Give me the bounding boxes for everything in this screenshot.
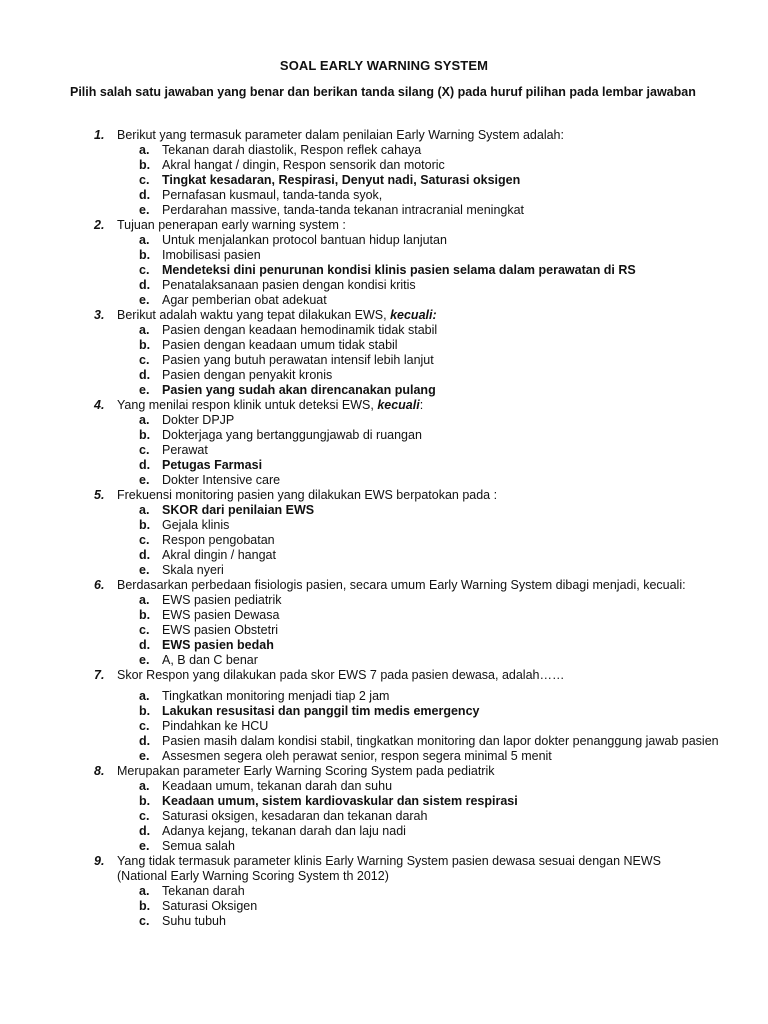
correct-answer-text: EWS pasien bedah — [162, 638, 274, 652]
question-number: 7. — [94, 668, 105, 682]
answer-option — [0, 719, 768, 734]
option-letter: c. — [139, 719, 150, 733]
option-text: EWS pasien Dewasa — [162, 608, 280, 622]
option-list — [0, 413, 768, 488]
question-text-main: Merupakan parameter Early Warning Scoring System pada pediatrik — [117, 764, 495, 778]
answer-option — [0, 428, 768, 443]
answer-option — [0, 533, 768, 548]
option-letter: a. — [139, 689, 150, 703]
option-text: Pernafasan kusmaul, tanda-tanda syok, — [162, 188, 383, 202]
correct-answer-text: Keadaan umum, sistem kardiovaskular dan sistem respirasi — [162, 794, 518, 808]
answer-option — [0, 563, 768, 578]
answer-option — [0, 323, 768, 338]
question-item — [0, 764, 768, 779]
question-text — [117, 218, 711, 233]
option-letter: d. — [139, 458, 151, 472]
option-letter: d. — [139, 734, 151, 748]
option-letter: e. — [139, 653, 150, 667]
instruction-text: Pilih salah satu jawaban yang benar dan berikan tanda silang (X) pada huruf pilihan pada lembar jawaban — [70, 85, 696, 99]
option-list — [0, 323, 768, 398]
option-text: Dokter Intensive care — [162, 473, 281, 487]
answer-option — [0, 293, 768, 308]
question-text — [117, 854, 711, 884]
question-number: 5. — [94, 488, 105, 502]
option-letter: b. — [139, 518, 151, 532]
question-text-main: Frekuensi monitoring pasien yang dilakukan EWS berpatokan pada : — [117, 488, 498, 502]
option-text: Semua salah — [162, 839, 235, 853]
option-text: Dokterjaga yang bertanggungjawab di ruangan — [162, 428, 422, 442]
option-letter: b. — [139, 794, 151, 808]
option-letter: d. — [139, 188, 151, 202]
option-letter: b. — [139, 608, 151, 622]
answer-option — [0, 899, 768, 914]
option-letter: d. — [139, 278, 151, 292]
answer-option — [0, 473, 768, 488]
option-letter: d. — [139, 548, 151, 562]
question-text — [117, 668, 711, 683]
answer-option — [0, 839, 768, 854]
answer-option — [0, 383, 768, 398]
question-emphasis: kecuali — [377, 398, 420, 412]
correct-answer-text: Pasien yang sudah akan direncanakan pulang — [162, 383, 436, 397]
option-letter: b. — [139, 899, 151, 913]
option-list — [0, 503, 768, 578]
question-number: 4. — [94, 398, 105, 412]
correct-answer-text: Lakukan resusitasi dan panggil tim medis emergency — [162, 704, 480, 718]
question-item — [0, 128, 768, 143]
option-text: Penatalaksanaan pasien dengan kondisi kritis — [162, 278, 416, 292]
question-text-main: Berdasarkan perbedaan fisiologis pasien, secara umum Early Warning System dibagi menjadi, kecuali: — [117, 578, 686, 592]
option-letter: c. — [139, 533, 150, 547]
question-text-main: Berikut yang termasuk parameter dalam penilaian Early Warning System adalah: — [117, 128, 564, 142]
option-text: Untuk menjalankan protocol bantuan hidup lanjutan — [162, 233, 447, 247]
option-letter: a. — [139, 323, 150, 337]
answer-option — [0, 779, 768, 794]
answer-option — [0, 608, 768, 623]
option-letter: a. — [139, 593, 150, 607]
question-text-main: Yang menilai respon klinik untuk deteksi EWS, — [117, 398, 378, 412]
answer-option — [0, 263, 768, 278]
option-letter: d. — [139, 368, 151, 382]
answer-option — [0, 884, 768, 899]
question-number: 8. — [94, 764, 105, 778]
question-text — [117, 308, 711, 323]
option-text: Tingkatkan monitoring menjadi tiap 2 jam — [162, 689, 390, 703]
answer-option — [0, 794, 768, 809]
answer-option — [0, 824, 768, 839]
option-text: Pasien yang butuh perawatan intensif lebih lanjut — [162, 353, 434, 367]
question-item — [0, 218, 768, 233]
option-list — [0, 143, 768, 218]
question-item — [0, 668, 768, 683]
option-letter: b. — [139, 704, 151, 718]
option-text: Tekanan darah — [162, 884, 245, 898]
option-list — [0, 779, 768, 854]
answer-option — [0, 413, 768, 428]
question-text — [117, 398, 711, 413]
correct-answer-text: Tingkat kesadaran, Respirasi, Denyut nadi, Saturasi oksigen — [162, 173, 521, 187]
option-letter: a. — [139, 503, 150, 517]
answer-option — [0, 353, 768, 368]
question-text — [117, 764, 711, 779]
answer-option — [0, 368, 768, 383]
option-letter: e. — [139, 203, 150, 217]
option-letter: e. — [139, 749, 150, 763]
answer-option — [0, 704, 768, 719]
correct-answer-text: Mendeteksi dini penurunan kondisi klinis pasien selama dalam perawatan di RS — [162, 263, 636, 277]
option-letter: a. — [139, 779, 150, 793]
option-letter: c. — [139, 914, 150, 928]
option-text: Akral hangat / dingin, Respon sensorik dan motoric — [162, 158, 445, 172]
answer-option — [0, 143, 768, 158]
option-text: Tekanan darah diastolik, Respon reflek cahaya — [162, 143, 422, 157]
question-number: 2. — [94, 218, 105, 232]
option-letter: a. — [139, 143, 150, 157]
answer-option — [0, 173, 768, 188]
answer-option — [0, 653, 768, 668]
option-list — [0, 593, 768, 668]
option-letter: e. — [139, 839, 150, 853]
answer-option — [0, 338, 768, 353]
answer-option — [0, 914, 768, 929]
question-list — [0, 128, 768, 929]
option-letter: c. — [139, 173, 150, 187]
question-text — [117, 128, 711, 143]
option-text: Perawat — [162, 443, 208, 457]
option-list — [0, 233, 768, 308]
answer-option — [0, 749, 768, 764]
option-text: Pasien dengan penyakit kronis — [162, 368, 333, 382]
option-text: Agar pemberian obat adekuat — [162, 293, 327, 307]
question-item — [0, 398, 768, 413]
option-text: Imobilisasi pasien — [162, 248, 261, 262]
option-letter: c. — [139, 809, 150, 823]
option-text: Gejala klinis — [162, 518, 230, 532]
option-letter: b. — [139, 428, 151, 442]
option-list — [0, 884, 768, 929]
question-emphasis: kecuali: — [390, 308, 437, 322]
answer-option — [0, 689, 768, 704]
option-text: Respon pengobatan — [162, 533, 275, 547]
option-letter: a. — [139, 233, 150, 247]
option-text: Dokter DPJP — [162, 413, 235, 427]
option-letter: c. — [139, 353, 150, 367]
question-text-main: Berikut adalah waktu yang tepat dilakukan EWS, — [117, 308, 391, 322]
page-title: SOAL EARLY WARNING SYSTEM — [279, 58, 489, 73]
question-item — [0, 578, 768, 593]
answer-option — [0, 203, 768, 218]
option-letter: a. — [139, 884, 150, 898]
answer-option — [0, 458, 768, 473]
option-text: Saturasi Oksigen — [162, 899, 258, 913]
option-text: Pindahkan ke HCU — [162, 719, 269, 733]
answer-option — [0, 809, 768, 824]
answer-option — [0, 638, 768, 653]
question-text — [117, 488, 711, 503]
option-text: A, B dan C benar — [162, 653, 258, 667]
answer-option — [0, 248, 768, 263]
question-suffix: : — [419, 398, 424, 412]
question-text — [117, 578, 711, 593]
answer-option — [0, 188, 768, 203]
option-letter: c. — [139, 443, 150, 457]
option-text: Pasien dengan keadaan hemodinamik tidak stabil — [162, 323, 438, 337]
option-text: EWS pasien pediatrik — [162, 593, 282, 607]
option-text: Akral dingin / hangat — [162, 548, 276, 562]
answer-option — [0, 443, 768, 458]
option-text: Adanya kejang, tekanan darah dan laju nadi — [162, 824, 406, 838]
question-item — [0, 854, 768, 884]
correct-answer-text: SKOR dari penilaian EWS — [162, 503, 315, 517]
option-letter: e. — [139, 383, 150, 397]
option-letter: b. — [139, 158, 151, 172]
question-item — [0, 488, 768, 503]
question-item — [0, 308, 768, 323]
option-letter: e. — [139, 293, 150, 307]
answer-option — [0, 158, 768, 173]
option-letter: b. — [139, 338, 151, 352]
question-text-main: Skor Respon yang dilakukan pada skor EWS 7 pada pasien dewasa, adalah…… — [117, 668, 565, 682]
question-number: 3. — [94, 308, 105, 322]
question-text-main: Tujuan penerapan early warning system : — [117, 218, 346, 232]
answer-option — [0, 518, 768, 533]
answer-option — [0, 548, 768, 563]
option-letter: c. — [139, 263, 150, 277]
option-letter: e. — [139, 563, 150, 577]
answer-option — [0, 623, 768, 638]
correct-answer-text: Petugas Farmasi — [162, 458, 263, 472]
option-text: Saturasi oksigen, kesadaran dan tekanan darah — [162, 809, 428, 823]
option-text: Keadaan umum, tekanan darah dan suhu — [162, 779, 393, 793]
option-letter: d. — [139, 824, 151, 838]
option-letter: b. — [139, 248, 151, 262]
question-text-main: Yang tidak termasuk parameter klinis Early Warning System pasien dewasa sesuai dengan NEWS (National Early Warning Scoring System th 2012) — [117, 854, 662, 883]
option-list — [0, 689, 768, 764]
answer-option — [0, 593, 768, 608]
option-text: Assesmen segera oleh perawat senior, respon segera minimal 5 menit — [162, 749, 552, 763]
option-letter: e. — [139, 473, 150, 487]
answer-option — [0, 503, 768, 518]
question-number: 1. — [94, 128, 105, 142]
option-letter: a. — [139, 413, 150, 427]
option-text: Pasien dengan keadaan umum tidak stabil — [162, 338, 398, 352]
question-number: 6. — [94, 578, 105, 592]
answer-option — [0, 278, 768, 293]
option-text: Perdarahan massive, tanda-tanda tekanan intracranial meningkat — [162, 203, 525, 217]
answer-option — [0, 734, 768, 749]
option-letter: d. — [139, 638, 151, 652]
option-letter: c. — [139, 623, 150, 637]
answer-option — [0, 233, 768, 248]
option-text: EWS pasien Obstetri — [162, 623, 279, 637]
option-text: Suhu tubuh — [162, 914, 226, 928]
option-text: Skala nyeri — [162, 563, 224, 577]
question-number: 9. — [94, 854, 105, 868]
option-text: Pasien masih dalam kondisi stabil, tingkatkan monitoring dan lapor dokter penanggung jawab pasien — [162, 734, 719, 748]
